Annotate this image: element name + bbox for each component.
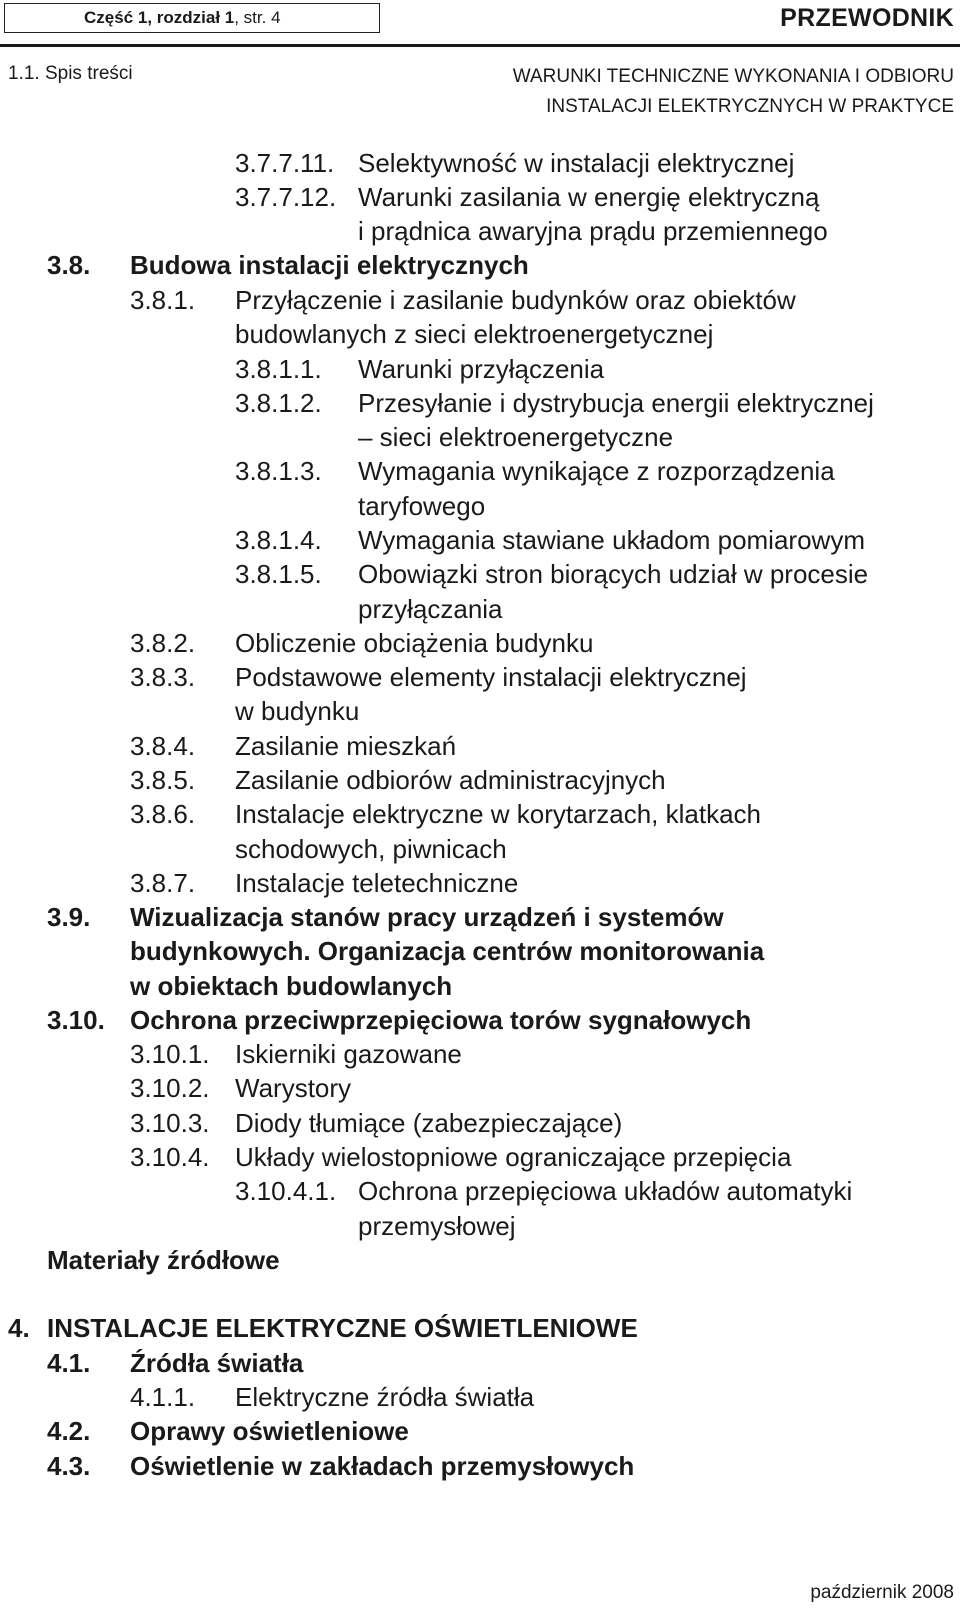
toc-entry-number: 3.8.1.2. xyxy=(235,388,322,418)
toc-entry-number: 3.8.1.5. xyxy=(235,559,322,589)
toc-entry-number: 3.10.4.1. xyxy=(235,1176,337,1206)
toc-entry-title: Instalacje teletechniczne xyxy=(235,868,519,898)
toc-entry-number: 3.10.4. xyxy=(130,1142,210,1172)
toc-entry-title: Przyłączenie i zasilanie budynków oraz obiektów xyxy=(235,285,796,315)
toc-entry-title: INSTALACJE ELEKTRYCZNE OŚWIETLENIOWE xyxy=(47,1313,638,1343)
toc-entry-title: Instalacje elektryczne w korytarzach, klatkach xyxy=(235,799,761,829)
toc-entry-title: w budynku xyxy=(235,696,360,726)
toc-entry-title: Źródła światła xyxy=(130,1348,304,1378)
toc-entry-title: przyłączania xyxy=(358,594,503,624)
toc-entry-number: 3.7.7.11. xyxy=(235,148,335,178)
toc-entry-number: 4.3. xyxy=(47,1451,91,1481)
toc-entry-number: 3.10.2. xyxy=(130,1073,210,1103)
toc-entry-number: 3.8. xyxy=(47,250,91,280)
section-reference-box xyxy=(4,3,380,33)
toc-entry-title: Diody tłumiące (zabezpieczające) xyxy=(235,1108,623,1138)
toc-entry-title: Budowa instalacji elektrycznych xyxy=(130,250,529,280)
toc-entry-title: Obowiązki stron biorących udział w procesie xyxy=(358,559,869,589)
toc-entry-number: 3.9. xyxy=(47,902,91,932)
section-reference-page: , str. 4 xyxy=(234,8,281,27)
toc-entry-number: 3.8.1. xyxy=(130,285,196,315)
toc-entry-title: Materiały źródłowe xyxy=(47,1245,280,1275)
toc-entry-number: 3.10. xyxy=(47,1005,105,1035)
book-title-line-1: WARUNKI TECHNICZNE WYKONANIA I ODBIORU xyxy=(512,66,954,87)
toc-entry-title: Podstawowe elementy instalacji elektrycznej xyxy=(235,662,747,692)
toc-entry-title: Przesyłanie i dystrybucja energii elektrycznej xyxy=(358,388,874,418)
toc-entry-number: 3.8.3. xyxy=(130,662,196,692)
toc-entry-title: Elektryczne źródła światła xyxy=(235,1382,535,1412)
toc-entry-title: budynkowych. Organizacja centrów monitorowania xyxy=(130,936,765,966)
toc-entry-title: w obiektach budowlanych xyxy=(130,971,453,1001)
toc-entry-title: taryfowego xyxy=(358,491,486,521)
toc-entry-number: 3.8.1.1. xyxy=(235,354,322,384)
toc-entry-number: 3.10.1. xyxy=(130,1039,210,1069)
toc-entry-title: Wymagania wynikające z rozporządzenia xyxy=(358,456,835,486)
toc-entry-number: 4.2. xyxy=(47,1416,91,1446)
toc-entry-title: Obliczenie obciążenia budynku xyxy=(235,628,594,658)
footer-date: październik 2008 xyxy=(810,1582,954,1603)
toc-section-label: 1.1. Spis treści xyxy=(8,63,133,84)
book-title-line-2: INSTALACJI ELEKTRYCZNYCH W PRAKTYCE xyxy=(546,96,954,117)
toc-entry-title: Oświetlenie w zakładach przemysłowych xyxy=(130,1451,635,1481)
toc-entry-title: Zasilanie odbiorów administracyjnych xyxy=(235,765,666,795)
toc-entry-number: 3.8.6. xyxy=(130,799,196,829)
toc-entry-number: 3.8.4. xyxy=(130,731,196,761)
guide-label: PRZEWODNIK xyxy=(780,4,954,32)
toc-entry-title: Wymagania stawiane układom pomiarowym xyxy=(358,525,865,555)
toc-entry-title: Układy wielostopniowe ograniczające przepięcia xyxy=(235,1142,792,1172)
toc-entry-title: – sieci elektroenergetyczne xyxy=(358,422,674,452)
toc-entry-title: Warunki przyłączenia xyxy=(358,354,605,384)
toc-entry-title: Zasilanie mieszkań xyxy=(235,731,457,761)
toc-entry-title: Warunki zasilania w energię elektryczną xyxy=(358,182,820,212)
toc-entry-number: 3.7.7.12. xyxy=(235,182,337,212)
section-reference-bold: Część 1, rozdział 1 xyxy=(84,8,235,27)
toc-entry-title: Ochrona przeciwprzepięciowa torów sygnałowych xyxy=(130,1005,752,1035)
toc-entry-title: Selektywność w instalacji elektrycznej xyxy=(358,148,795,178)
toc-entry-title: i prądnica awaryjna prądu przemiennego xyxy=(358,216,828,246)
toc-entry-number: 4.1.1. xyxy=(130,1382,196,1412)
toc-entry-number: 3.8.7. xyxy=(130,868,196,898)
toc-entry-number: 3.10.3. xyxy=(130,1108,210,1138)
toc-entry-title: Iskierniki gazowane xyxy=(235,1039,462,1069)
header-divider xyxy=(0,44,960,47)
toc-entry-title: Oprawy oświetleniowe xyxy=(130,1416,409,1446)
toc-entry-number: 4. xyxy=(8,1313,30,1343)
toc-entry-number: 3.8.2. xyxy=(130,628,196,658)
toc-entry-title: Ochrona przepięciowa układów automatyki xyxy=(358,1176,853,1206)
toc-entry-number: 3.8.5. xyxy=(130,765,196,795)
toc-entry-title: schodowych, piwnicach xyxy=(235,834,507,864)
toc-entry-title: przemysłowej xyxy=(358,1211,516,1241)
toc-entry-title: budowlanych z sieci elektroenergetycznej xyxy=(235,319,714,349)
toc-entry-title: Warystory xyxy=(235,1073,352,1103)
toc-entry-title: Wizualizacja stanów pracy urządzeń i systemów xyxy=(130,902,724,932)
toc-entry-number: 4.1. xyxy=(47,1348,91,1378)
toc-entry-number: 3.8.1.4. xyxy=(235,525,322,555)
toc-entry-number: 3.8.1.3. xyxy=(235,456,322,486)
book-title xyxy=(513,62,954,122)
